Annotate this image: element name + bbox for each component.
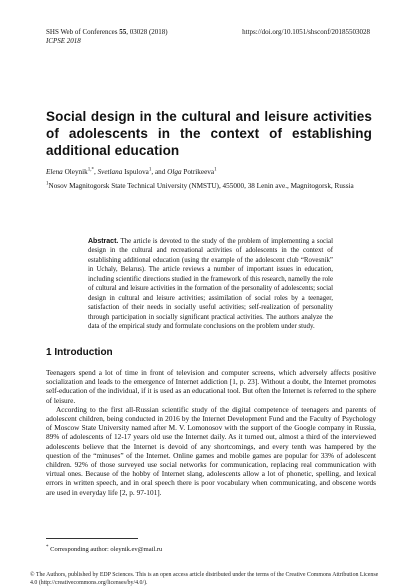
author-last-name: Potrikeeva [181, 168, 215, 176]
author-first-name: Svetlana [97, 168, 123, 176]
abstract-label: Abstract. [88, 238, 119, 245]
author-separator: , [93, 168, 98, 176]
author-list [46, 168, 217, 177]
affiliation [46, 182, 376, 192]
affiliation-text: Nosov Magnitogorsk State Technical University (NMSTU), 455000, 38 Lenin ave., Magnitogorsk, Russia [48, 182, 354, 190]
author-last-name: Ispulova [122, 168, 149, 176]
footnote-divider [46, 538, 138, 539]
author-separator: , and [151, 168, 168, 176]
journal-name: SHS Web of Conferences [46, 28, 118, 36]
author-last-name: Oleynik [62, 168, 88, 176]
proceedings-name: ICPSE 2018 [46, 37, 81, 45]
author-marks: 1 [214, 167, 217, 173]
license-notice: © The Authors, published by EDP Sciences. This is an open access article distributed under the terms of the Creative Commons Attribution License 4.0 (http://creativecommons.org/licenses/by/4.0/). [30, 572, 379, 586]
body-paragraph: Teenagers spend a lot of time in front of television and computer screens, which adversely affects positive socialization and leads to the emergence of Internet addiction [1, p. 23]. Without a doubt, the Internet promotes self-education of the individual, if it is used as an educational tool. But often the Internet is referred to the sphere of leisure. [46, 368, 376, 405]
author-first-name: Elena [46, 168, 63, 176]
journal-volume: 55 [119, 28, 127, 36]
author-marks: 1 [148, 167, 152, 173]
body-paragraph: According to the first all-Russian scientific study of the digital competence of teenagers and parents of adolescent children, being conducted in 2016 by the Internet Development Fund and the Faculty of Psychology of Moscow State University named after M. V. Lomonosov with the support of the Google company in Russia, 89% of adolescents of 12-17 years old use the Internet daily. As it turned out, almost a third of the interviewed adolescents believe that the Internet is devoid of any shortcomings, and every tenth was hampered by the question of the “minuses” of the Internet. Online games and mobile games are popular for 33% of adolescent children. 92% of those surveyed use social networks for communication, replacing real communication with virtual ones. Because of the hobby of Internet slang, adolescents allow a lot of phonetic, spelling, and lexical errors in written speech, and in oral speech there is poor vocabulary when communicating, and obscene words are used in everyday life [2, p. 97-101]. [46, 404, 376, 497]
paper-title: Social design in the cultural and leisure activities of adolescents in the context of establishing additional education [46, 109, 372, 158]
author-first-name: Olga [167, 168, 182, 176]
footnote-mark: * [46, 545, 49, 550]
author [46, 168, 94, 176]
doi-link[interactable]: https://doi.org/10.1051/shsconf/20185503028 [242, 28, 370, 36]
footnote-text: Corresponding author: oleynik.ev@mail.ru [48, 546, 163, 554]
author-marks: 1,* [87, 167, 94, 173]
abstract [88, 237, 333, 332]
affiliation-mark: 1 [46, 181, 49, 187]
running-header-left [46, 28, 168, 46]
footnote [46, 544, 162, 554]
article-id: , 03028 (2018) [126, 28, 168, 36]
abstract-text: The article is devoted to the study of the problem of implementing a social design in the cultural and recreational activities of adolescents in the context of establishing additional education (using thr example of the adolescent club “Rovesnik” in Uchaly, Belarus). The article reviews a number of important issues in education, including scientific directions studied in the framework of this research, namelly the role of cultural and leisure activities in the formation of the personality of adolescents; social design in cultural and leisure activities; assimilation of social roles by a teenager, satisfaction of their needs in socially useful activities; self-realization of personality through participation in socially significant practical activities. The authors analyze the data of the empirical study and formulate conclusions on the problem under study. [88, 238, 333, 331]
author [98, 168, 152, 176]
journal-citation [46, 28, 168, 37]
section-body [46, 368, 376, 497]
author [167, 168, 216, 176]
section-heading: 1 Introduction [46, 347, 113, 358]
